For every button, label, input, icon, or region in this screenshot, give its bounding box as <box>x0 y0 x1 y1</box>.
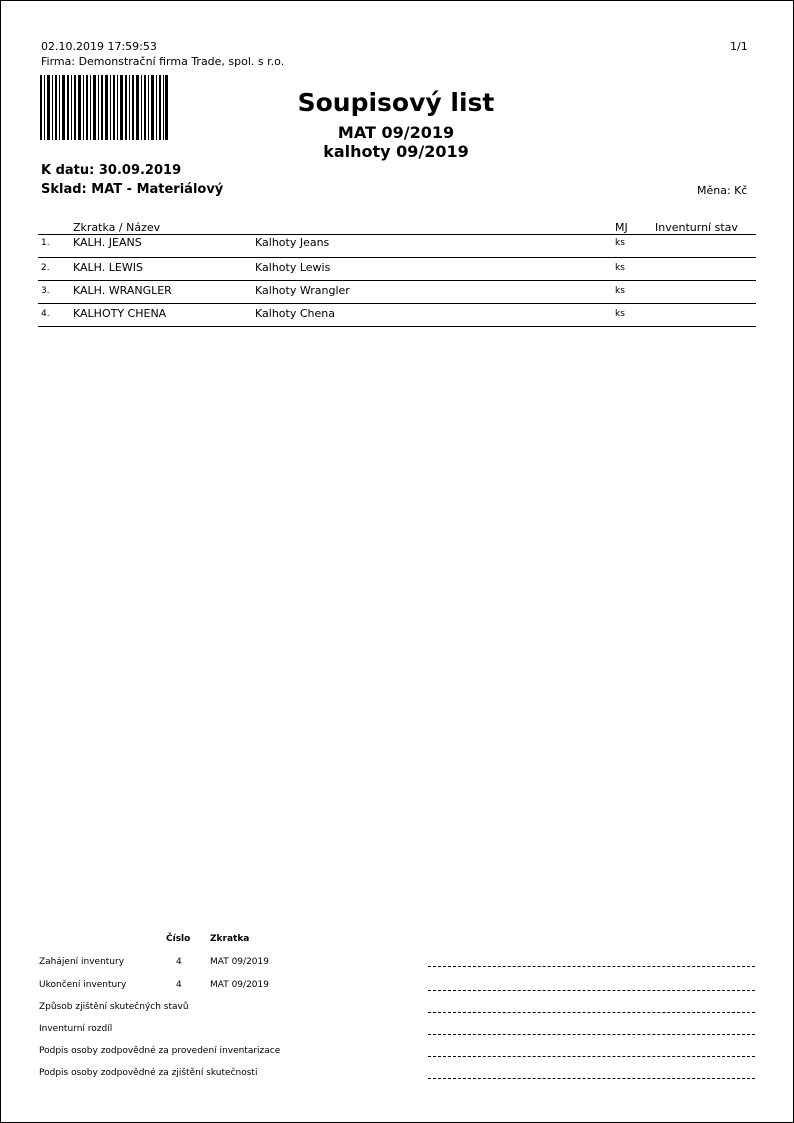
signature-line <box>428 1078 755 1079</box>
row-name: Kalhoty Wrangler <box>255 284 350 297</box>
footer-row-code: MAT 09/2019 <box>210 957 269 967</box>
footer-col-code: Zkratka <box>210 934 250 944</box>
signature-line <box>428 990 755 991</box>
row-number: 4. <box>41 309 50 319</box>
row-unit: ks <box>615 286 625 296</box>
row-code: KALH. JEANS <box>73 236 142 249</box>
row-code: KALHOTY CHENA <box>73 307 167 320</box>
footer-col-number: Číslo <box>166 934 191 944</box>
footer-row-label: Podpis osoby zodpovědné za provedení inventarizace <box>39 1046 281 1056</box>
signature-line <box>428 1012 755 1013</box>
inventory-code: MAT 09/2019 <box>337 123 455 142</box>
row-unit: ks <box>615 238 625 248</box>
col-header-unit: MJ <box>615 221 628 234</box>
document-title: Soupisový list <box>297 88 495 117</box>
footer-row-number: 4 <box>176 980 182 990</box>
footer-row-code: MAT 09/2019 <box>210 980 269 990</box>
row-unit: ks <box>615 309 625 319</box>
signature-line <box>428 1034 755 1035</box>
row-line <box>38 303 756 304</box>
row-name: Kalhoty Jeans <box>255 236 330 249</box>
row-name: Kalhoty Lewis <box>255 261 331 274</box>
inventory-name: kalhoty 09/2019 <box>323 142 469 161</box>
row-number: 3. <box>41 286 50 296</box>
firm-name: Firma: Demonstrační firma Trade, spol. s r.o. <box>41 55 285 68</box>
row-line <box>38 280 756 281</box>
footer-row-label: Ukončení inventury <box>39 980 127 990</box>
date-label: K datu: 30.09.2019 <box>41 163 182 178</box>
print-datetime: 02.10.2019 17:59:53 <box>41 40 157 53</box>
signature-line <box>428 1056 755 1057</box>
row-line <box>38 257 756 258</box>
footer-row-label: Inventurní rozdíl <box>39 1024 113 1034</box>
row-code: KALH. WRANGLER <box>73 284 172 297</box>
signature-line <box>428 966 755 967</box>
col-header-state: Inventurní stav <box>655 221 738 234</box>
col-header-code-name: Zkratka / Název <box>73 221 161 234</box>
barcode <box>40 75 168 140</box>
row-code: KALH. LEWIS <box>73 261 143 274</box>
row-number: 2. <box>41 263 50 273</box>
footer-row-label: Podpis osoby zodpovědné za zjištění skutečnosti <box>39 1068 258 1078</box>
footer-row-label: Způsob zjištění skutečných stavů <box>39 1002 189 1012</box>
row-unit: ks <box>615 263 625 273</box>
warehouse-label: Sklad: MAT - Materiálový <box>41 182 224 197</box>
row-number: 1. <box>41 238 50 248</box>
page-number: 1/1 <box>730 40 748 53</box>
footer-row-number: 4 <box>176 957 182 967</box>
row-name: Kalhoty Chena <box>255 307 335 320</box>
table-header-line <box>38 234 756 235</box>
footer-row-label: Zahájení inventury <box>39 957 125 967</box>
row-line <box>38 326 756 327</box>
currency-label: Měna: Kč <box>697 184 748 197</box>
